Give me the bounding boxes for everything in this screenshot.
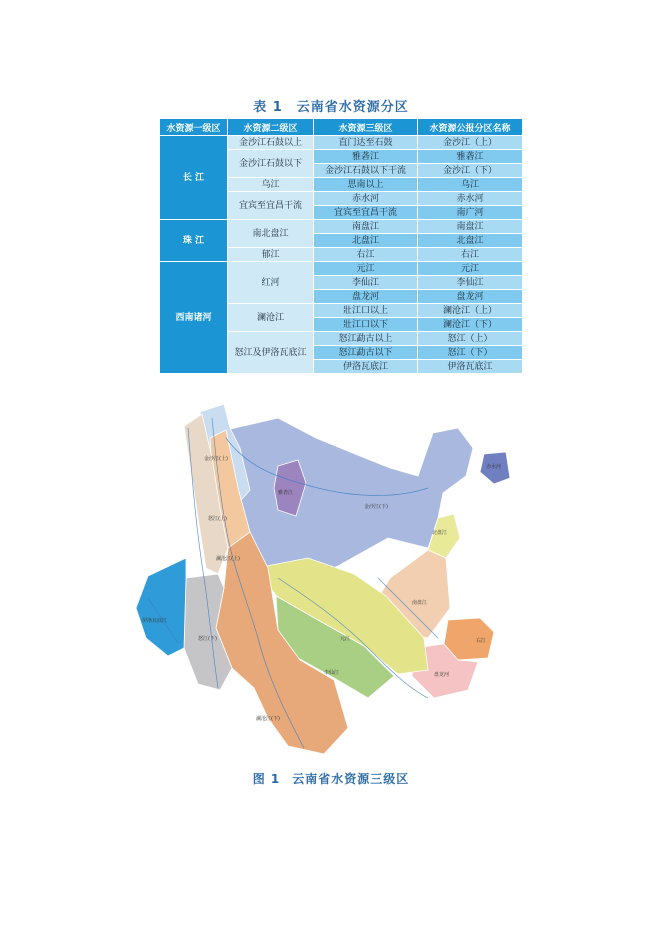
level3-cell: 宜宾至宜昌干流 <box>314 206 418 220</box>
bulletin-cell: 赤水河 <box>418 192 523 206</box>
region-yiluo <box>136 558 186 656</box>
level3-cell: 赤水河 <box>314 192 418 206</box>
map-label-nu-down: 怒江(下) <box>198 636 217 642</box>
header-bulletin: 水资源公报分区名称 <box>418 119 523 136</box>
level3-cell: 南盘江 <box>314 220 418 234</box>
bulletin-cell: 盘龙河 <box>418 290 523 304</box>
bulletin-cell: 元江 <box>418 262 523 276</box>
table-header-row <box>160 119 523 136</box>
bulletin-cell: 雅砻江 <box>418 150 523 164</box>
level3-cell: 怒江勐古以下 <box>314 346 418 360</box>
level3-cell: 思南以上 <box>314 178 418 192</box>
table-title-text: 云南省水资源分区 <box>296 100 409 115</box>
bulletin-cell: 南广河 <box>418 206 523 220</box>
level3-cell: 右江 <box>314 248 418 262</box>
map-label-you: 右江 <box>476 638 487 644</box>
level3-cell: 北盘江 <box>314 234 418 248</box>
level3-cell: 壯江口以上 <box>314 304 418 318</box>
level3-cell: 伊洛瓦底江 <box>314 360 418 374</box>
level3-cell: 壯江口以下 <box>314 318 418 332</box>
header-level2: 水资源二级区 <box>228 119 314 136</box>
table-number: 表 1 <box>253 100 283 115</box>
map-label-lcj-up: 澜沧江(上) <box>216 556 240 562</box>
level2-cell: 金沙江石鼓以上 <box>228 136 314 150</box>
map-label-jsj-down: 金沙江(下) <box>364 504 388 510</box>
table-row <box>160 262 523 276</box>
bulletin-cell: 澜沧江（下） <box>418 318 523 332</box>
bulletin-cell: 北盘江 <box>418 234 523 248</box>
bulletin-cell: 李仙江 <box>418 276 523 290</box>
level1-cell: 长 江 <box>160 136 228 220</box>
level3-cell: 雅砻江 <box>314 150 418 164</box>
bulletin-cell: 金沙江（下） <box>418 164 523 178</box>
level2-cell: 澜沧江 <box>228 304 314 332</box>
figure-title-text: 云南省水资源三级区 <box>292 772 410 786</box>
level3-cell: 盘龙河 <box>314 290 418 304</box>
map-label-jsj-up: 金沙江(上) <box>204 456 228 462</box>
level3-cell: 直门达至石鼓 <box>314 136 418 150</box>
map-label-yalong: 雅砻江 <box>278 490 294 496</box>
level1-cell: 珠 江 <box>160 220 228 262</box>
level2-cell: 怒江及伊洛瓦底江 <box>228 332 314 374</box>
map-label-lixian: 李仙江 <box>324 670 340 676</box>
bulletin-cell: 伊洛瓦底江 <box>418 360 523 374</box>
map-label-yiluo: 伊洛瓦底江 <box>142 618 168 624</box>
header-level1: 水资源一级区 <box>160 119 228 136</box>
figure-title <box>0 770 662 787</box>
level2-cell: 乌江 <box>228 178 314 192</box>
figure-number: 图 1 <box>252 772 281 786</box>
map-label-beipan: 北盘江 <box>432 530 448 536</box>
level1-cell: 西南诸河 <box>160 262 228 374</box>
yunnan-water-map <box>128 398 538 763</box>
level2-cell: 南北盘江 <box>228 220 314 248</box>
bulletin-cell: 乌江 <box>418 178 523 192</box>
bulletin-cell: 金沙江（上） <box>418 136 523 150</box>
level3-cell: 李仙江 <box>314 276 418 290</box>
table-row <box>160 136 523 150</box>
table-row <box>160 220 523 234</box>
level2-cell: 红河 <box>228 262 314 304</box>
bulletin-cell: 怒江（上） <box>418 332 523 346</box>
map-label-lcj-down: 澜沧江(下) <box>256 716 280 722</box>
bulletin-cell: 右江 <box>418 248 523 262</box>
level3-cell: 金沙江石鼓以下干流 <box>314 164 418 178</box>
level3-cell: 怒江勐古以上 <box>314 332 418 346</box>
header-level3: 水资源三级区 <box>314 119 418 136</box>
map-label-chishui: 赤水河 <box>486 464 502 470</box>
map-label-nu-up: 怒江(上) <box>208 516 227 522</box>
map-label-nanpan: 南盘江 <box>412 600 428 606</box>
map-label-panlong: 盘龙河 <box>434 672 450 678</box>
level2-cell: 金沙江石鼓以下 <box>228 150 314 178</box>
level3-cell: 元江 <box>314 262 418 276</box>
level2-cell: 郁江 <box>228 248 314 262</box>
water-resource-table <box>159 118 523 374</box>
bulletin-cell: 南盘江 <box>418 220 523 234</box>
bulletin-cell: 怒江（下） <box>418 346 523 360</box>
bulletin-cell: 澜沧江（上） <box>418 304 523 318</box>
table-title <box>0 96 662 115</box>
level2-cell: 宜宾至宜昌干流 <box>228 192 314 220</box>
map-label-yuan: 元江 <box>340 636 351 642</box>
